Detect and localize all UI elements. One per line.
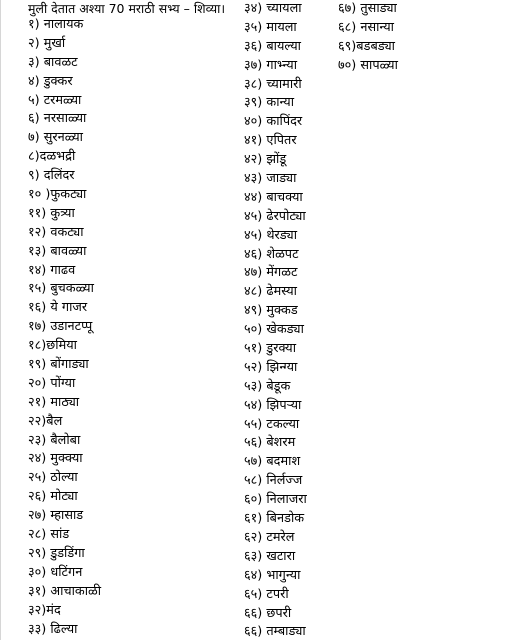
list-item: ४) डुक्कर [28,73,73,89]
list-item: १८)छमिया [28,338,77,354]
list-item: ४७) मेंगळट [244,265,298,281]
list-item: २८) सांड [28,527,70,543]
list-item: ९) दलिंदर [28,168,75,184]
list-item: ६६) तम्बाड्या [244,624,306,640]
list-item: १९) बोंगाड्या [28,357,89,373]
list-item: ६) नरसाळ्या [28,111,87,127]
list-item: ५८) निर्लज्ज [244,473,303,489]
document-title: मुली देतात अश्या 70 मराठी सभ्य – शिव्या। [28,1,226,16]
list-item: १२) वकट्या [28,224,84,240]
list-item: ३८) च्यामारी [244,76,302,92]
list-item: ७०) सापळ्या [338,57,398,73]
list-item: ३४) च्यायला [244,1,302,16]
list-item: ४५) थेरड्या [244,227,298,243]
list-item: ४०) कापिंदर [244,114,303,130]
list-item: ३१) आचाकाळी [28,583,102,599]
list-item: २२)बैल [28,413,63,429]
list-item: २६) मोट्या [28,489,78,505]
list-item: ६६) छपरी [244,605,292,621]
left-edge-divider [0,0,1,640]
list-item: ६७) तुसाड्या [338,1,397,16]
list-item: ४३) जाड्या [244,171,297,187]
list-item: ४१) एपितर [244,133,297,149]
list-item: ६५) टपरी [244,586,289,602]
list-item: ४६) शेळपट [244,246,299,262]
list-item: ३५) मायला [244,19,297,35]
list-item: २१) माठ्या [28,394,80,410]
list-item: २४) मुक्क्या [28,451,83,467]
list-item: ८)दळभद्री [28,149,76,165]
list-item: ५४) झिपऱ्या [244,397,302,413]
list-item: ४८) ढेमस्या [244,284,297,300]
list-item: ५७) बदमाश [244,454,301,470]
list-item: ३०) धटिंगन [28,564,83,580]
list-item: ५५) टकल्या [244,416,300,432]
list-item: ४२) झोंडू [244,152,287,168]
list-item: ३९) कान्या [244,95,295,111]
list-item: २) मुर्खा [28,35,66,51]
list-item: १४) गाढव [28,262,76,278]
list-item: ५२) झिन्ग्या [244,359,298,375]
list-item: १६) ये गाजर [28,300,88,316]
list-item: ६८) नसान्या [338,19,394,35]
list-item: ५३) बेडूक [244,378,291,394]
list-item: २०) पोंग्या [28,375,76,391]
list-item: २३) बैलोबा [28,432,81,448]
list-item: १) नालायक [28,17,84,32]
list-column-1 [28,16,101,639]
list-column-2 [244,0,307,640]
list-item: १३) बावळ्या [28,243,87,259]
list-item: ३३) ढिल्या [28,621,78,637]
list-item: ५६) बेशरम [244,435,296,451]
list-item: ४५) ढेरपोट्या [244,208,306,224]
list-item: ५) टरमळ्या [28,92,82,108]
list-item: २९) डुडडिंगा [28,545,85,561]
list-item: ३६) बायल्या [244,38,301,54]
list-column-3 [338,0,398,76]
list-item: ७) सुरनळ्या [28,130,83,146]
list-item: ५०) खेकड्या [244,322,304,338]
list-item: ६०) निलाजरा [244,492,307,508]
list-item: ६९)बडबड्या [338,38,395,54]
list-item: ६२) टमरेल [244,529,295,545]
list-item: ३७) गाभ्न्या [244,57,298,73]
list-item: ४९) मुक्कड [244,303,298,319]
list-item: ६१) बिनडोक [244,511,305,527]
list-item: ११) कुत्र्या [28,205,75,221]
list-item: ४४) बाचक्या [244,189,303,205]
list-item: २५) ठोल्या [28,470,78,486]
list-item: ६४) भागुन्या [244,567,301,583]
list-item: ६३) खटारा [244,548,296,564]
list-item: २७) म्हासाड [28,508,84,524]
list-item: ५१) डुरक्या [244,341,297,357]
list-item: १७) उडानटप्पू [28,319,93,335]
list-item: ३२)मंद [28,602,61,618]
list-item: ३) बावळट [28,54,78,70]
list-item: १५) बुचकळ्या [28,281,94,297]
list-item: १० )फुकट्या [28,187,87,203]
